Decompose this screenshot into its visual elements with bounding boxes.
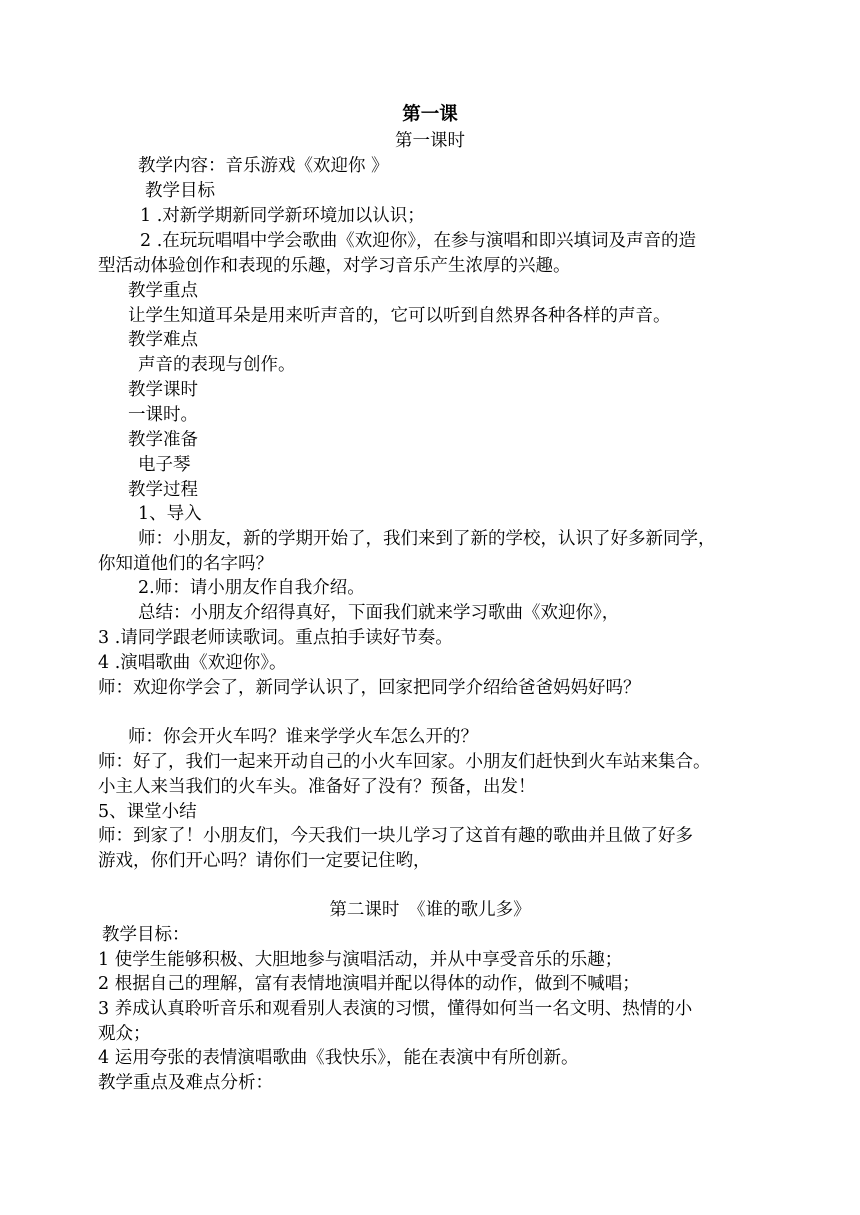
lesson-title: 第一课 — [402, 104, 458, 125]
objective-2-line2: 型活动体验创作和表现的乐趣，对学习音乐产生浓厚的兴趣。 — [98, 256, 571, 276]
paragraph-6: 师：欢迎你学会了，新同学认识了，回家把同学介绍给爸爸妈妈好吗？ — [98, 678, 641, 698]
step-1: 1、导入 — [138, 504, 202, 524]
hours: 一课时。 — [128, 405, 198, 425]
key-point: 让学生知道耳朵是用来听声音的，它可以听到自然界各种各样的声音。 — [128, 306, 671, 326]
period2-heading: 第二课时 《谁的歌儿多》 — [329, 900, 531, 920]
paragraph-1-line1: 师：小朋友，新的学期开始了，我们来到了新的学校，认识了好多新同学， — [138, 529, 716, 549]
prep-label: 教学准备 — [128, 430, 198, 450]
paragraph-8-line2: 小主人来当我们的火车头。准备好了没有？预备，出发！ — [98, 777, 536, 797]
teaching-content: 教学内容：音乐游戏《欢迎你 》 — [138, 156, 389, 176]
paragraph-8-line1: 师：好了，我们一起来开动自己的小火车回家。小朋友们赶快到火车站来集合。 — [98, 752, 711, 772]
paragraph-9-line1: 师：到家了！小朋友们，今天我们一块儿学习了这首有趣的歌曲并且做了好多 — [98, 826, 693, 846]
difficulty: 声音的表现与创作。 — [138, 355, 296, 375]
paragraph-4: 3 .请同学跟老师读歌词。重点拍手读好节奏。 — [98, 628, 453, 648]
period2-objective-1: 1 使学生能够积极、大胆地参与演唱活动，并从中享受音乐的乐趣； — [98, 950, 623, 970]
paragraph-1-line2: 你知道他们的名字吗？ — [98, 554, 273, 574]
period1-heading: 第一课时 — [395, 131, 465, 151]
objective-2-line1: 2 .在玩玩唱唱中学会歌曲《欢迎你》，在参与演唱和即兴填词及声音的造 — [140, 231, 697, 251]
paragraph-2: 2.师：请小朋友作自我介绍。 — [138, 578, 365, 598]
objective-1: 1 .对新学期新同学新环境加以认识； — [140, 206, 425, 226]
paragraph-7: 师：你会开火车吗？谁来学学火车怎么开的？ — [128, 727, 478, 747]
analysis-label: 教学重点及难点分析： — [98, 1073, 273, 1093]
period2-objective-2: 2 根据自己的理解，富有表情地演唱并配以得体的动作，做到不喊唱； — [98, 974, 640, 994]
period2-objectives-label: 教学目标： — [102, 925, 190, 945]
objectives-label: 教学目标 — [145, 181, 215, 201]
process-label: 教学过程 — [128, 480, 198, 500]
paragraph-5: 4 .演唱歌曲《欢迎你》。 — [98, 653, 287, 673]
period2-objective-3-line1: 3 养成认真聆听音乐和观看别人表演的习惯，懂得如何当一名文明、热情的小 — [98, 999, 693, 1019]
step-5: 5、课堂小结 — [98, 802, 197, 822]
paragraph-9-line2: 游戏，你们开心吗？请你们一定要记住哟， — [98, 851, 431, 871]
hours-label: 教学课时 — [128, 380, 198, 400]
prep: 电子琴 — [138, 455, 191, 475]
period2-objective-3-line2: 观众； — [98, 1024, 151, 1044]
period2-objective-4: 4 运用夸张的表情演唱歌曲《我快乐》，能在表演中有所创新。 — [98, 1048, 579, 1068]
difficulty-label: 教学难点 — [128, 330, 198, 350]
key-point-label: 教学重点 — [128, 281, 198, 301]
paragraph-3: 总结：小朋友介绍得真好，下面我们就来学习歌曲《欢迎你》， — [138, 603, 620, 623]
